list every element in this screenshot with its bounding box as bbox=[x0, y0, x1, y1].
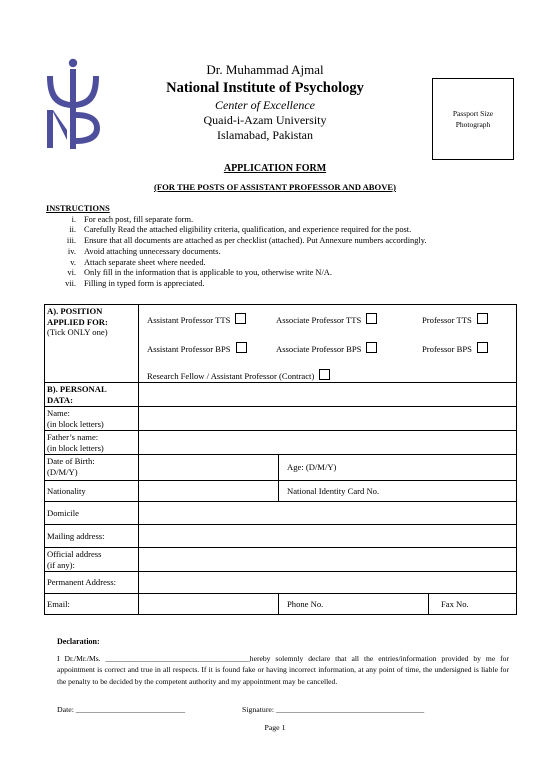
declaration-heading: Declaration: bbox=[57, 637, 100, 646]
permanent-label: Permanent Address: bbox=[45, 572, 139, 594]
father-name-field[interactable] bbox=[139, 431, 517, 455]
page-number: Page 1 bbox=[264, 723, 286, 732]
permanent-row bbox=[45, 572, 517, 594]
email-label: Email: bbox=[45, 594, 139, 615]
option-associate-professor-bps[interactable]: Associate Professor BPS bbox=[276, 342, 377, 355]
option-associate-professor-tts[interactable]: Associate Professor TTS bbox=[276, 313, 377, 326]
form-title: APPLICATION FORM bbox=[223, 163, 327, 174]
name-row bbox=[45, 407, 517, 431]
email-field[interactable] bbox=[139, 594, 279, 615]
instruction-item: v. Attach separate sheet where needed. bbox=[70, 257, 206, 267]
name-label: Name: (in block letters) bbox=[45, 407, 139, 431]
passport-photo-box bbox=[432, 78, 514, 160]
instruction-item: vi. Only fill in the information that is applicable to you, otherwise write N/A. bbox=[67, 268, 332, 278]
mailing-field[interactable] bbox=[139, 525, 517, 548]
name-field[interactable] bbox=[139, 407, 517, 431]
header-city: Islamabad, Pakistan bbox=[217, 128, 313, 142]
header-university: Quaid-i-Azam University bbox=[203, 113, 327, 127]
father-name-label: Father’s name: (in block letters) bbox=[45, 431, 139, 455]
official-label: Official address (if any): bbox=[45, 548, 139, 572]
checkbox[interactable] bbox=[366, 313, 377, 324]
header-person: Dr. Muhammad Ajmal bbox=[206, 62, 324, 77]
option-professor-bps[interactable]: Professor BPS bbox=[422, 342, 488, 355]
mailing-row bbox=[45, 525, 517, 548]
domicile-row bbox=[45, 502, 517, 525]
declaration-text: I Dr./Mr./Ms. ______________________________________hereby solemnly declare that all the entries/information provided by me for appointment is correct and true in all respects. If it is found fake or having incorrect information, at any point of time, the undersigned is liable for the penalty to be decided by the competent authority and my appointment may be cancelled. bbox=[57, 654, 509, 686]
instruction-item: ii. Carefully Read the attached eligibility criteria, qualification, and experience required for the post. bbox=[69, 225, 412, 235]
checkbox[interactable] bbox=[477, 313, 488, 324]
dob-label: Date of Birth: (D/M/Y) bbox=[45, 455, 139, 481]
photo-label-line2: Photograph bbox=[455, 120, 491, 129]
header-institute: National Institute of Psychology bbox=[166, 80, 364, 96]
phone-field[interactable]: Phone No. bbox=[279, 594, 429, 615]
form-subtitle: (FOR THE POSTS OF ASSISTANT PROFESSOR AND ABOVE) bbox=[153, 182, 397, 192]
instructions bbox=[46, 204, 426, 290]
checkbox[interactable] bbox=[236, 342, 247, 353]
dob-row bbox=[45, 455, 517, 481]
father-name-row bbox=[45, 431, 517, 455]
checkbox[interactable] bbox=[366, 342, 377, 353]
application-form-table bbox=[44, 304, 517, 615]
date-field[interactable]: Date: ____________________________ bbox=[57, 705, 185, 714]
domicile-label: Domicile bbox=[45, 502, 139, 525]
instruction-item: iii. Ensure that all documents are attached as per checklist (attached). Put Annexure numbers accordingly. bbox=[66, 236, 427, 246]
checkbox[interactable] bbox=[477, 342, 488, 353]
instruction-item: i. For each post, fill separate form. bbox=[71, 214, 194, 224]
photo-label-line1: Passport Size bbox=[452, 109, 494, 118]
fax-field[interactable]: Fax No. bbox=[429, 594, 517, 615]
signature-field[interactable]: Signature: ______________________________________ bbox=[242, 705, 425, 714]
mailing-label: Mailing address: bbox=[45, 525, 139, 548]
position-row bbox=[45, 305, 517, 383]
declaration bbox=[57, 636, 509, 687]
personal-data-label: B). PERSONAL DATA: bbox=[45, 383, 139, 407]
option-professor-tts[interactable]: Professor TTS bbox=[422, 313, 488, 326]
domicile-field[interactable] bbox=[139, 502, 517, 525]
header-tagline: Center of Excellence bbox=[215, 98, 315, 112]
nationality-label: Nationality bbox=[45, 481, 139, 502]
institute-logo bbox=[44, 58, 102, 150]
dob-field[interactable] bbox=[139, 455, 279, 481]
instruction-item: iv. Avoid attaching unnecessary documents. bbox=[67, 246, 221, 256]
age-field[interactable]: Age: (D/M/Y) bbox=[279, 455, 517, 481]
checkbox[interactable] bbox=[235, 313, 246, 324]
nic-field[interactable]: National Identity Card No. bbox=[279, 481, 517, 502]
option-assistant-professor-bps[interactable]: Assistant Professor BPS bbox=[147, 342, 247, 355]
official-field[interactable] bbox=[139, 548, 517, 572]
position-label-cell: A). POSITION APPLIED FOR: (Tick ONLY one) bbox=[45, 305, 139, 383]
contact-row bbox=[45, 594, 517, 615]
official-row bbox=[45, 548, 517, 572]
personal-data-header-row bbox=[45, 383, 517, 407]
instruction-item: vii. Filling in typed form is appreciated. bbox=[65, 278, 205, 288]
nationality-field[interactable] bbox=[139, 481, 279, 502]
option-assistant-professor-tts[interactable]: Assistant Professor TTS bbox=[147, 313, 246, 326]
option-research-fellow[interactable]: Research Fellow / Assistant Professor (Contract) bbox=[147, 369, 330, 382]
instructions-heading: INSTRUCTIONS bbox=[46, 204, 110, 213]
checkbox[interactable] bbox=[319, 369, 330, 380]
nationality-row bbox=[45, 481, 517, 502]
position-options-cell bbox=[139, 305, 517, 383]
permanent-field[interactable] bbox=[139, 572, 517, 594]
personal-data-blank bbox=[139, 383, 517, 407]
